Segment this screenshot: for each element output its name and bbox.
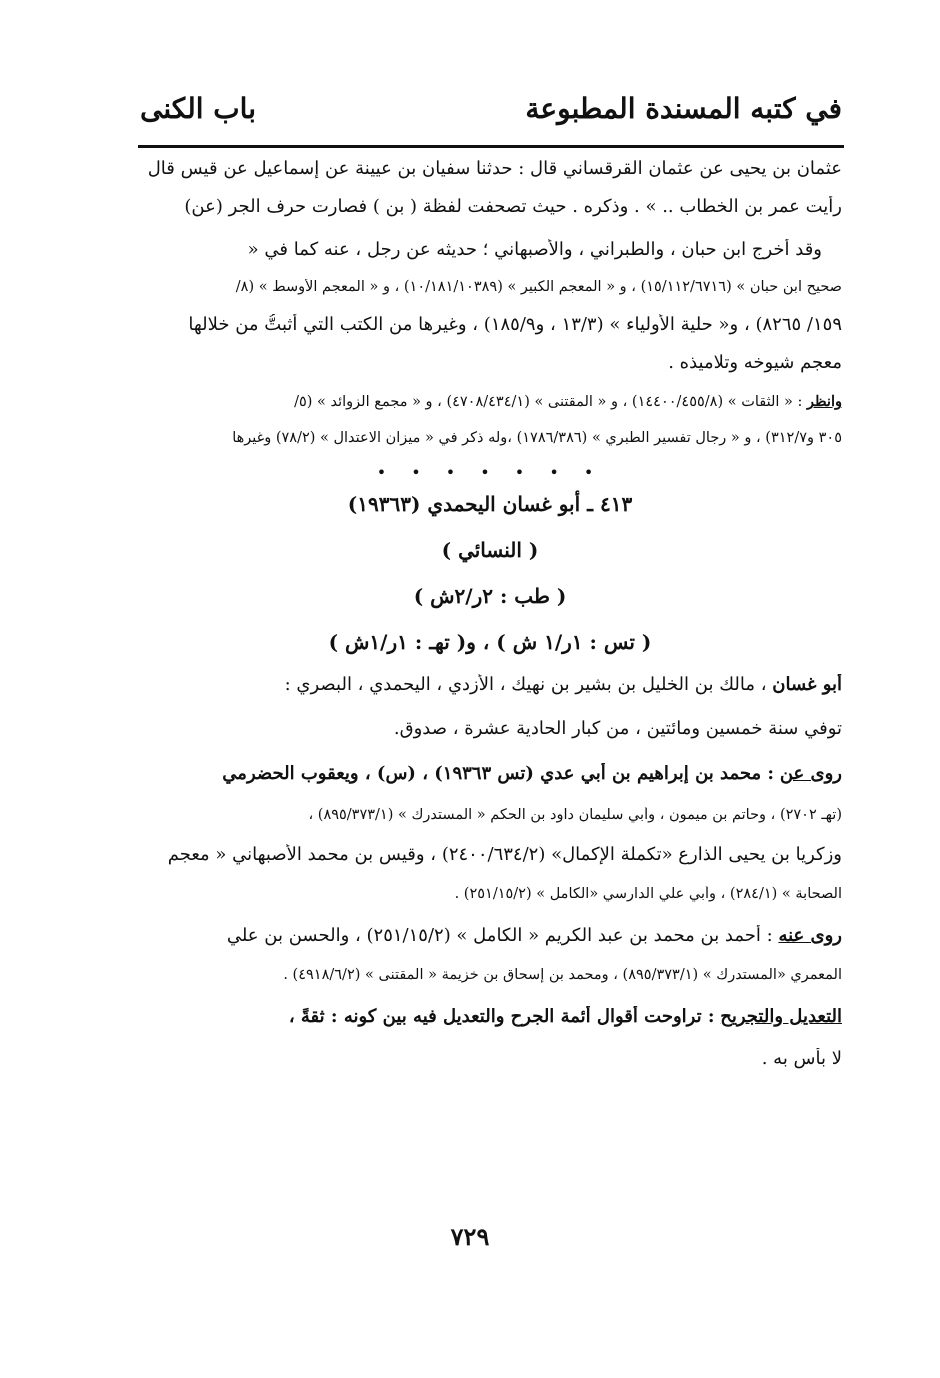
- text-line: عثمان بن يحيى عن عثمان القرقساني قال : حدثنا سفيان بن عيينة عن إسماعيل عن قيس قال: [147, 158, 842, 179]
- header-book-title: في كتبه المسندة المطبوعة: [525, 92, 842, 125]
- text-line: وزكريا بن يحيى الذارع «تكملة الإكمال» (٢٤٠٠/٦٣٤/٢) ، وقيس بن محمد الأصبهاني « معجم: [167, 844, 842, 866]
- footnote-text: : « الثقات » (١٤٤٠٠/٤٥٥/٨) ، و « المقتنى » (٤٧٠٨/٤٣٤/١) ، و « مجمع الزوائد » (٥/: [294, 394, 803, 411]
- narrated-by-label: روى عنه: [778, 925, 842, 947]
- text-line: معجم شيوخه وتلاميذه .: [668, 351, 842, 373]
- page-number: ٧٢٩: [450, 1222, 490, 1251]
- grading-line: [138, 1006, 842, 1028]
- footnote-line: ٣٠٥ و٣١٢/٧) ، و « رجال تفسير الطبري » (١٧٨٦/٣٨٦) ،وله ذكر في « ميزان الاعتدال » (٧٨/٢) وغيرها: [232, 429, 842, 446]
- narrated-from-label: روى عن: [779, 763, 842, 785]
- narrated-from-text: : محمد بن إبراهيم بن أبي عدي (تس ١٩٣٦٣) ، (س) ، ويعقوب الحضرمي: [222, 763, 775, 785]
- running-header: [140, 92, 842, 140]
- section-divider: • • • • • • •: [376, 463, 604, 483]
- bio-text: ، مالك بن الخليل بن بشير بن نهيك ، الأزدي ، اليحمدي ، البصري :: [284, 674, 767, 696]
- text-line: لا بأس به .: [761, 1047, 842, 1069]
- narrated-from-line: [138, 763, 842, 785]
- text-line: وقد أخرج ابن حبان ، والطبراني ، والأصبهاني ؛ حديثه عن رجل ، عنه كما في «: [247, 239, 822, 261]
- text-line: المعمري «المستدرك » (٨٩٥/٣٧٣/١) ، ومحمد بن إسحاق بن خزيمة « المقتنى » (٤٩١٨/٦/٢) .: [283, 966, 842, 983]
- bio-line: [138, 674, 842, 696]
- entry-reference: ( طب : ٢ر/٢ش ): [413, 584, 567, 609]
- header-rule: [138, 145, 844, 148]
- entry-reference: ( تس : ١ر/١ ش ) ، و( تهـ : ١ر/١ش ): [328, 630, 652, 655]
- text-line: رأيت عمر بن الخطاب .. » . وذكره . حيث تصحفت لفظة ( بن ) فصارت حرف الجر (عن): [184, 195, 842, 217]
- text-line: صحيح ابن حبان » (١٥/١١٢/٦٧١٦) ، و « المعجم الكبير » (١٠/١٨١/١٠٣٨٩) ، و « المعجم الأوسط » (٨/: [235, 278, 842, 295]
- text-line: الصحابة » (٢٨٤/١) ، وأبي علي الدارسي «الكامل » (٢٥١/١٥/٢) .: [454, 885, 842, 902]
- narrator-name: أبو غسان: [772, 674, 842, 696]
- grading-label: التعديل والتجريح: [720, 1006, 842, 1028]
- narrated-by-line: [138, 925, 842, 947]
- footnote-line: [138, 393, 842, 411]
- see-also-label: وانظر: [807, 393, 842, 411]
- text-line: ١٥٩/ ٨٢٦٥) ، و« حلية الأولياء » (١٣/٣ ، و١٨٥/٩) ، وغيرها من الكتب التي أثبتُّ من خلالها: [188, 314, 842, 336]
- narrated-by-text: : أحمد بن محمد بن عبد الكريم « الكامل » (٢٥١/١٥/٢) ، والحسن بن علي: [226, 925, 773, 947]
- bio-line: توفي سنة خمسين ومائتين ، من كبار الحادية عشرة ، صدوق.: [393, 717, 842, 739]
- grading-text: : تراوحت أقوال أئمة الجرح والتعديل فيه بين كونه : ثقةً ،: [288, 1006, 715, 1028]
- text-line: (تهـ ٢٧٠٢) ، وحاتم بن ميمون ، وأبي سليمان داود بن الحكم « المستدرك » (٨٩٥/٣٧٣/١) ،: [308, 806, 842, 823]
- entry-source: ( النسائي ): [441, 538, 539, 563]
- entry-title: ٤١٣ ـ أبو غسان اليحمدي (١٩٣٦٣): [347, 492, 633, 517]
- header-chapter-title: باب الكنى: [140, 92, 256, 125]
- page-body: [138, 154, 842, 1069]
